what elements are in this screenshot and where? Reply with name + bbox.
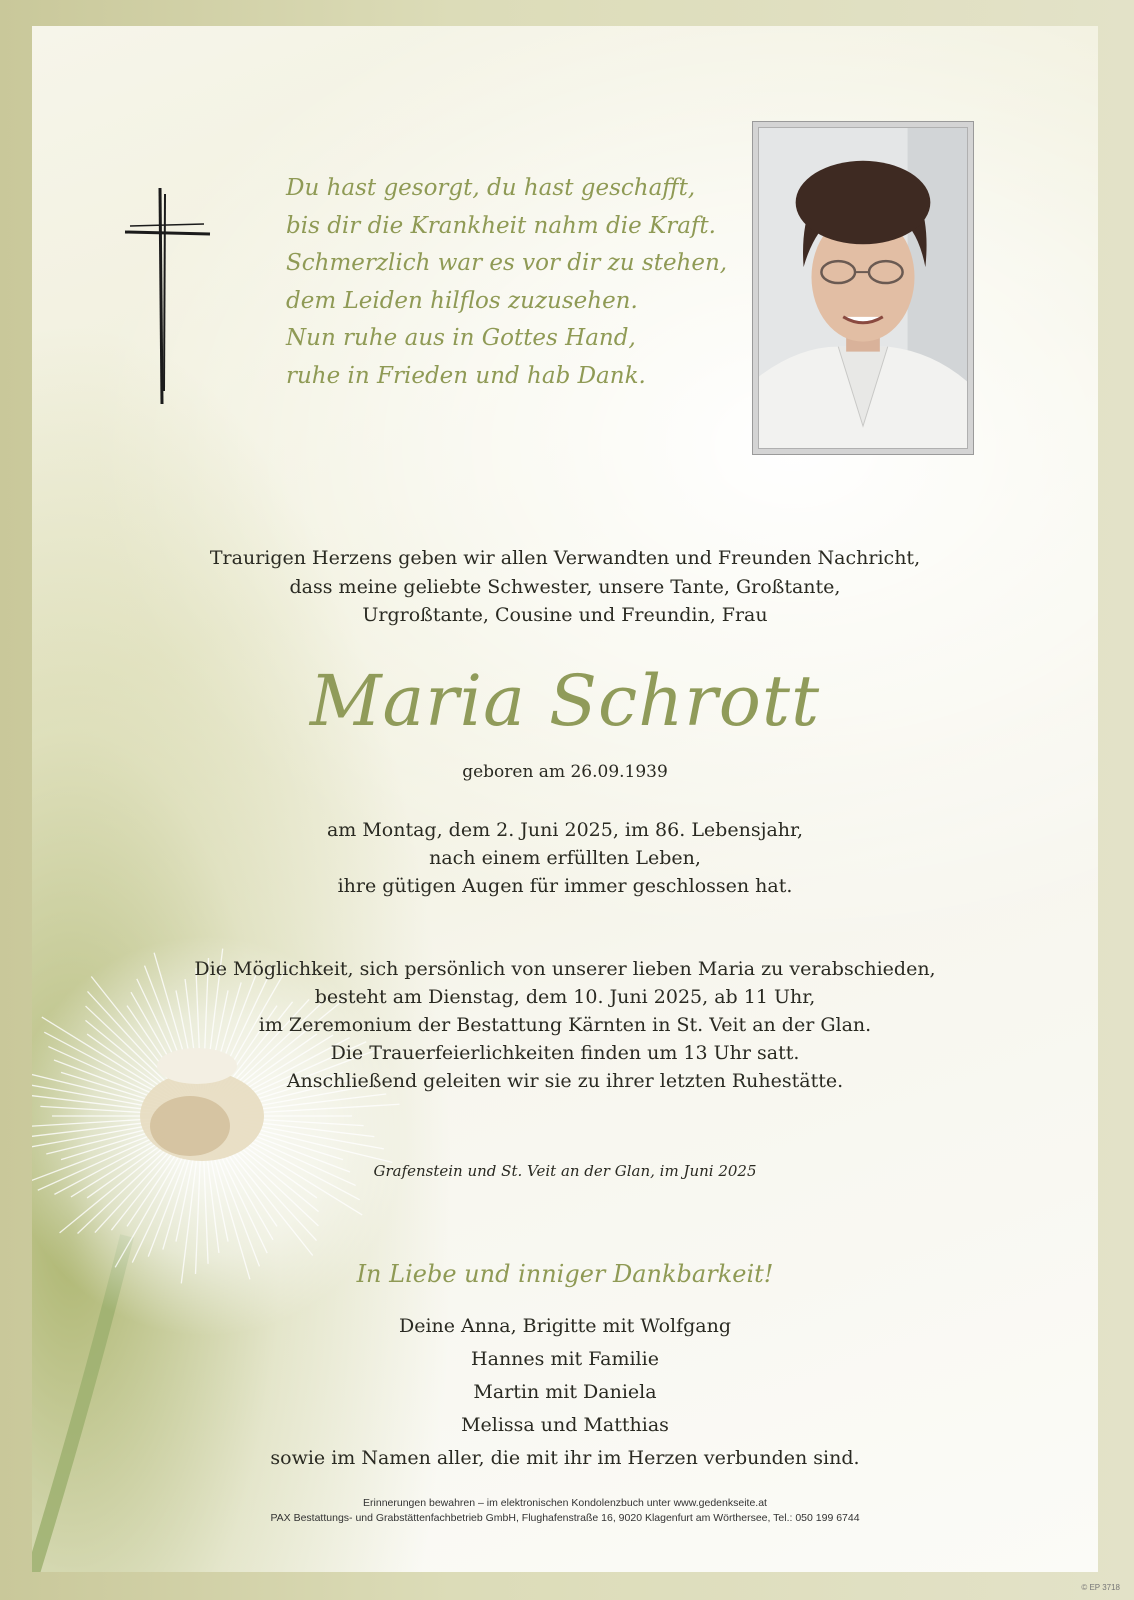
poem-line: Nun ruhe aus in Gottes Hand, [286,325,636,351]
poem-line: Du hast gesorgt, du hast geschafft, [286,175,696,201]
poem-line: ruhe in Frieden und hab Dank. [286,362,646,389]
farewell-line: besteht am Dienstag, dem 10. Juni 2025, ab 11 Uhr, [314,986,816,1008]
family-line: Deine Anna, Brigitte mit Wolfgang [398,1315,732,1337]
footer [32,1496,1098,1526]
deceased-name: Maria Schrott [309,660,821,742]
poem [286,170,746,395]
announcement-line: Urgroßtante, Cousine und Freundin, Frau [362,604,768,626]
copyright: © EP 3718 [1081,1583,1120,1592]
cross-icon [124,186,214,406]
footer-line: Erinnerungen bewahren – im elektronischen Kondolenzbuch unter www.gedenkseite.at [363,1497,767,1509]
birth-date: geboren am 26.09.1939 [462,762,668,782]
family-list [32,1310,1098,1475]
death-notice [32,816,1098,900]
death-notice-line: nach einem erfüllten Leben, [429,847,701,869]
farewell-line: Die Trauerfeierlichkeiten finden um 13 Uhr satt. [330,1042,800,1064]
announcement [32,544,1098,630]
poem-line: dem Leiden hilflos zuzusehen. [286,287,638,314]
death-notice-line: ihre gütigen Augen für immer geschlossen hat. [337,875,793,897]
poem-line: Schmerzlich war es vor dir zu stehen, [286,250,728,276]
farewell-line: Die Möglichkeit, sich persönlich von unserer lieben Maria zu verabschieden, [194,958,936,980]
death-notice-line: am Montag, dem 2. Juni 2025, im 86. Lebensjahr, [326,819,804,841]
farewell-line: im Zeremonium der Bestattung Kärnten in St. Veit an der Glan. [258,1014,872,1036]
announcement-line: dass meine geliebte Schwester, unsere Tante, Großtante, [289,575,841,598]
portrait-photo [752,121,974,455]
obituary-sheet [32,26,1098,1572]
farewell-line: Anschließend geleiten wir sie zu ihrer letzten Ruhestätte. [286,1070,844,1092]
farewell-info [32,955,1098,1095]
family-line: Melissa und Matthias [461,1414,669,1436]
announcement-line: Traurigen Herzens geben wir allen Verwandten und Freunden Nachricht, [209,547,921,569]
place-date: Grafenstein und St. Veit an der Glan, im Juni 2025 [373,1162,757,1180]
thanks-heading: In Liebe und inniger Dankbarkeit! [356,1260,774,1288]
family-line: Hannes mit Familie [471,1348,659,1370]
poem-line: bis dir die Krankheit nahm die Kraft. [286,212,716,239]
family-line: sowie im Namen aller, die mit ihr im Herzen verbunden sind. [270,1447,860,1469]
footer-line: PAX Bestattungs- und Grabstättenfachbetrieb GmbH, Flughafenstraße 16, 9020 Klagenfurt am Wörthersee, Tel.: 050 199 6744 [270,1512,860,1524]
family-line: Martin mit Daniela [473,1381,657,1403]
